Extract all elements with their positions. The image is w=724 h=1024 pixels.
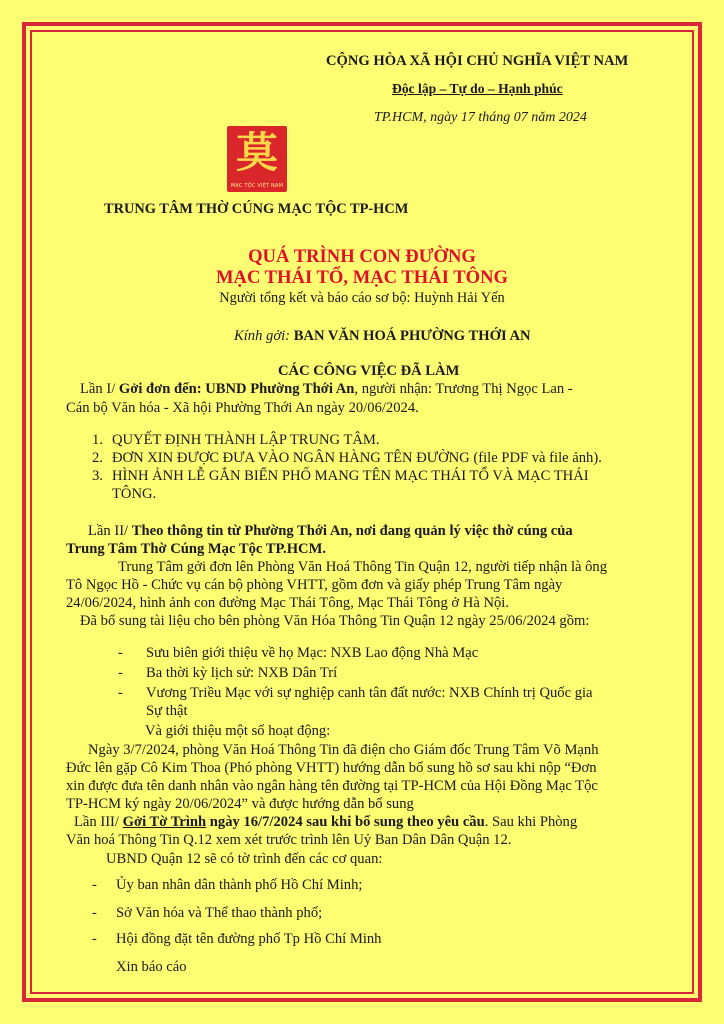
third-item-3-dash: - — [92, 931, 97, 947]
second-para-4: Đã bổ sung tài liệu cho bên phòng Văn Hóa Thông Tin Quận 12 ngày 25/06/2024 gồm: — [80, 613, 590, 629]
third-item-1-dash: - — [92, 877, 97, 893]
section-title: CÁC CÔNG VIỆC ĐÃ LÀM — [278, 363, 460, 379]
third-bold-a: Gởi Tờ Trình — [122, 814, 207, 830]
first-item-2-num: 2. — [92, 450, 103, 466]
activity-line-3: xin được đưa tên danh nhân vào ngân hàng tên đường tại TP-HCM của Hội Đồng Mạc Tộc — [66, 778, 598, 794]
recipient-prefix: Kính gởi: — [234, 328, 291, 344]
second-item-3-text: Vương Triều Mạc với sự nghiệp canh tân đất nước: NXB Chính trị Quốc gia — [146, 685, 593, 701]
national-title: CỘNG HÒA XÃ HỘI CHỦ NGHĨA VIỆT NAM — [326, 53, 629, 69]
second-para-2: Tô Ngọc Hồ - Chức vụ cán bộ phòng VHTT, gồm đơn và giấy phép Trung Tâm ngày — [66, 577, 563, 593]
third-lead: Lần III/ — [74, 814, 119, 830]
closing-text: Xin báo cáo — [116, 959, 187, 975]
recipient-name: BAN VĂN HOÁ PHƯỜNG THỚI AN — [293, 328, 531, 344]
third-item-3-text: Hội đồng đặt tên đường phố Tp Hồ Chí Minh — [116, 931, 382, 947]
first-item-2-text: ĐƠN XIN ĐƯỢC ĐƯA VÀO NGÂN HÀNG TÊN ĐƯỜNG (file PDF và file ảnh). — [112, 450, 602, 466]
third-line2: Văn hoá Thông Tin Q.12 xem xét trước trình lên Uỷ Ban Dân Dân Quận 12. — [66, 832, 512, 848]
second-para-3: 24/06/2024, hình ảnh con đường Mạc Thái Tông, Mạc Thái Tông ở Hà Nội. — [66, 595, 509, 611]
document-title-line1: QUÁ TRÌNH CON ĐƯỜNG — [248, 246, 476, 267]
organization-name: TRUNG TÂM THỜ CÚNG MẠC TỘC TP-HCM — [104, 201, 409, 217]
first-text: , người nhận: Trương Thị Ngọc Lan - — [354, 381, 573, 397]
first-submission-line2: Cán bộ Văn hóa - Xã hội Phường Thới An ngày 20/06/2024. — [66, 400, 419, 416]
second-item-1-text: Sưu biên giới thiệu về họ Mạc: NXB Lao động Nhà Mạc — [146, 645, 479, 661]
first-item-3-text-cont: TÔNG. — [112, 486, 157, 502]
logo-caption: MẠC TỘC VIỆT NAM — [230, 183, 284, 189]
first-bold: Gởi đơn đến: UBND Phường Thới An — [118, 381, 355, 397]
second-para-1: Trung Tâm gởi đơn lên Phòng Văn Hoá Thông Tin Quận 12, người tiếp nhận là ông — [118, 559, 608, 575]
second-submission-line1 — [88, 522, 573, 540]
reporter-line: Người tổng kết và báo cáo sơ bộ: Huỳnh Hải Yến — [219, 290, 505, 306]
date-line: TP.HCM, ngày 17 tháng 07 năm 2024 — [374, 110, 587, 125]
third-submission-line1 — [74, 813, 577, 831]
first-item-1-num: 1. — [92, 432, 103, 448]
third-bold-b: ngày 16/7/2024 sau khi bổ sung theo yêu cầu — [209, 814, 485, 830]
activity-line-4: TP-HCM ký ngày 20/06/2024” và được hướng dẫn bổ sung — [66, 796, 414, 812]
second-bold-1: Theo thông tin từ Phường Thới An, nơi đang quản lý việc thờ cúng của — [131, 523, 573, 539]
second-item-1-dash: - — [118, 645, 123, 661]
third-item-2-text: Sở Văn hóa và Thể thao thành phố; — [116, 905, 323, 921]
third-tail: . Sau khi Phòng — [484, 814, 578, 830]
second-intro: Và giới thiệu một số hoạt động: — [145, 723, 331, 739]
mac-clan-logo — [227, 126, 287, 192]
first-lead: Lần I/ — [80, 381, 116, 397]
first-submission-line1 — [80, 380, 573, 398]
national-motto — [392, 80, 563, 98]
second-item-2-text: Ba thời kỳ lịch sử: NXB Dân Trí — [146, 665, 338, 681]
second-item-3-text-cont: Sự thật — [146, 703, 188, 719]
first-item-3-text: HÌNH ẢNH LỄ GẮN BIỂN PHỐ MANG TÊN MẠC THÁI TỔ VÀ MẠC THÁI — [112, 468, 589, 484]
logo-glyph: 莫 — [235, 128, 278, 177]
recipient-line — [234, 327, 531, 345]
activity-line-2: Đức lên gặp Cô Kim Thoa (Phó phòng VHTT) hướng dẫn bổ sung hồ sơ sau khi nộp “Đơn — [66, 760, 597, 776]
second-item-2-dash: - — [118, 665, 123, 681]
second-lead: Lần II/ — [88, 523, 129, 539]
activity-line-1: Ngày 3/7/2024, phòng Văn Hoá Thông Tin đã điện cho Giám đốc Trung Tâm Võ Mạnh — [88, 742, 599, 758]
third-item-2-dash: - — [92, 905, 97, 921]
first-item-1-text: QUYẾT ĐỊNH THÀNH LẬP TRUNG TÂM. — [112, 432, 380, 448]
first-item-3-num: 3. — [92, 468, 103, 484]
second-item-3-dash: - — [118, 685, 123, 701]
third-line3: UBND Quận 12 sẽ có tờ trình đến các cơ quan: — [106, 851, 383, 867]
motto-text: Độc lập – Tự do – Hạnh phúc — [392, 81, 563, 96]
third-item-1-text: Ủy ban nhân dân thành phố Hồ Chí Minh; — [116, 877, 363, 893]
document-title-line2: MẠC THÁI TỔ, MẠC THÁI TÔNG — [215, 267, 509, 288]
second-bold-2: Trung Tâm Thờ Cúng Mạc Tộc TP.HCM. — [66, 541, 327, 557]
